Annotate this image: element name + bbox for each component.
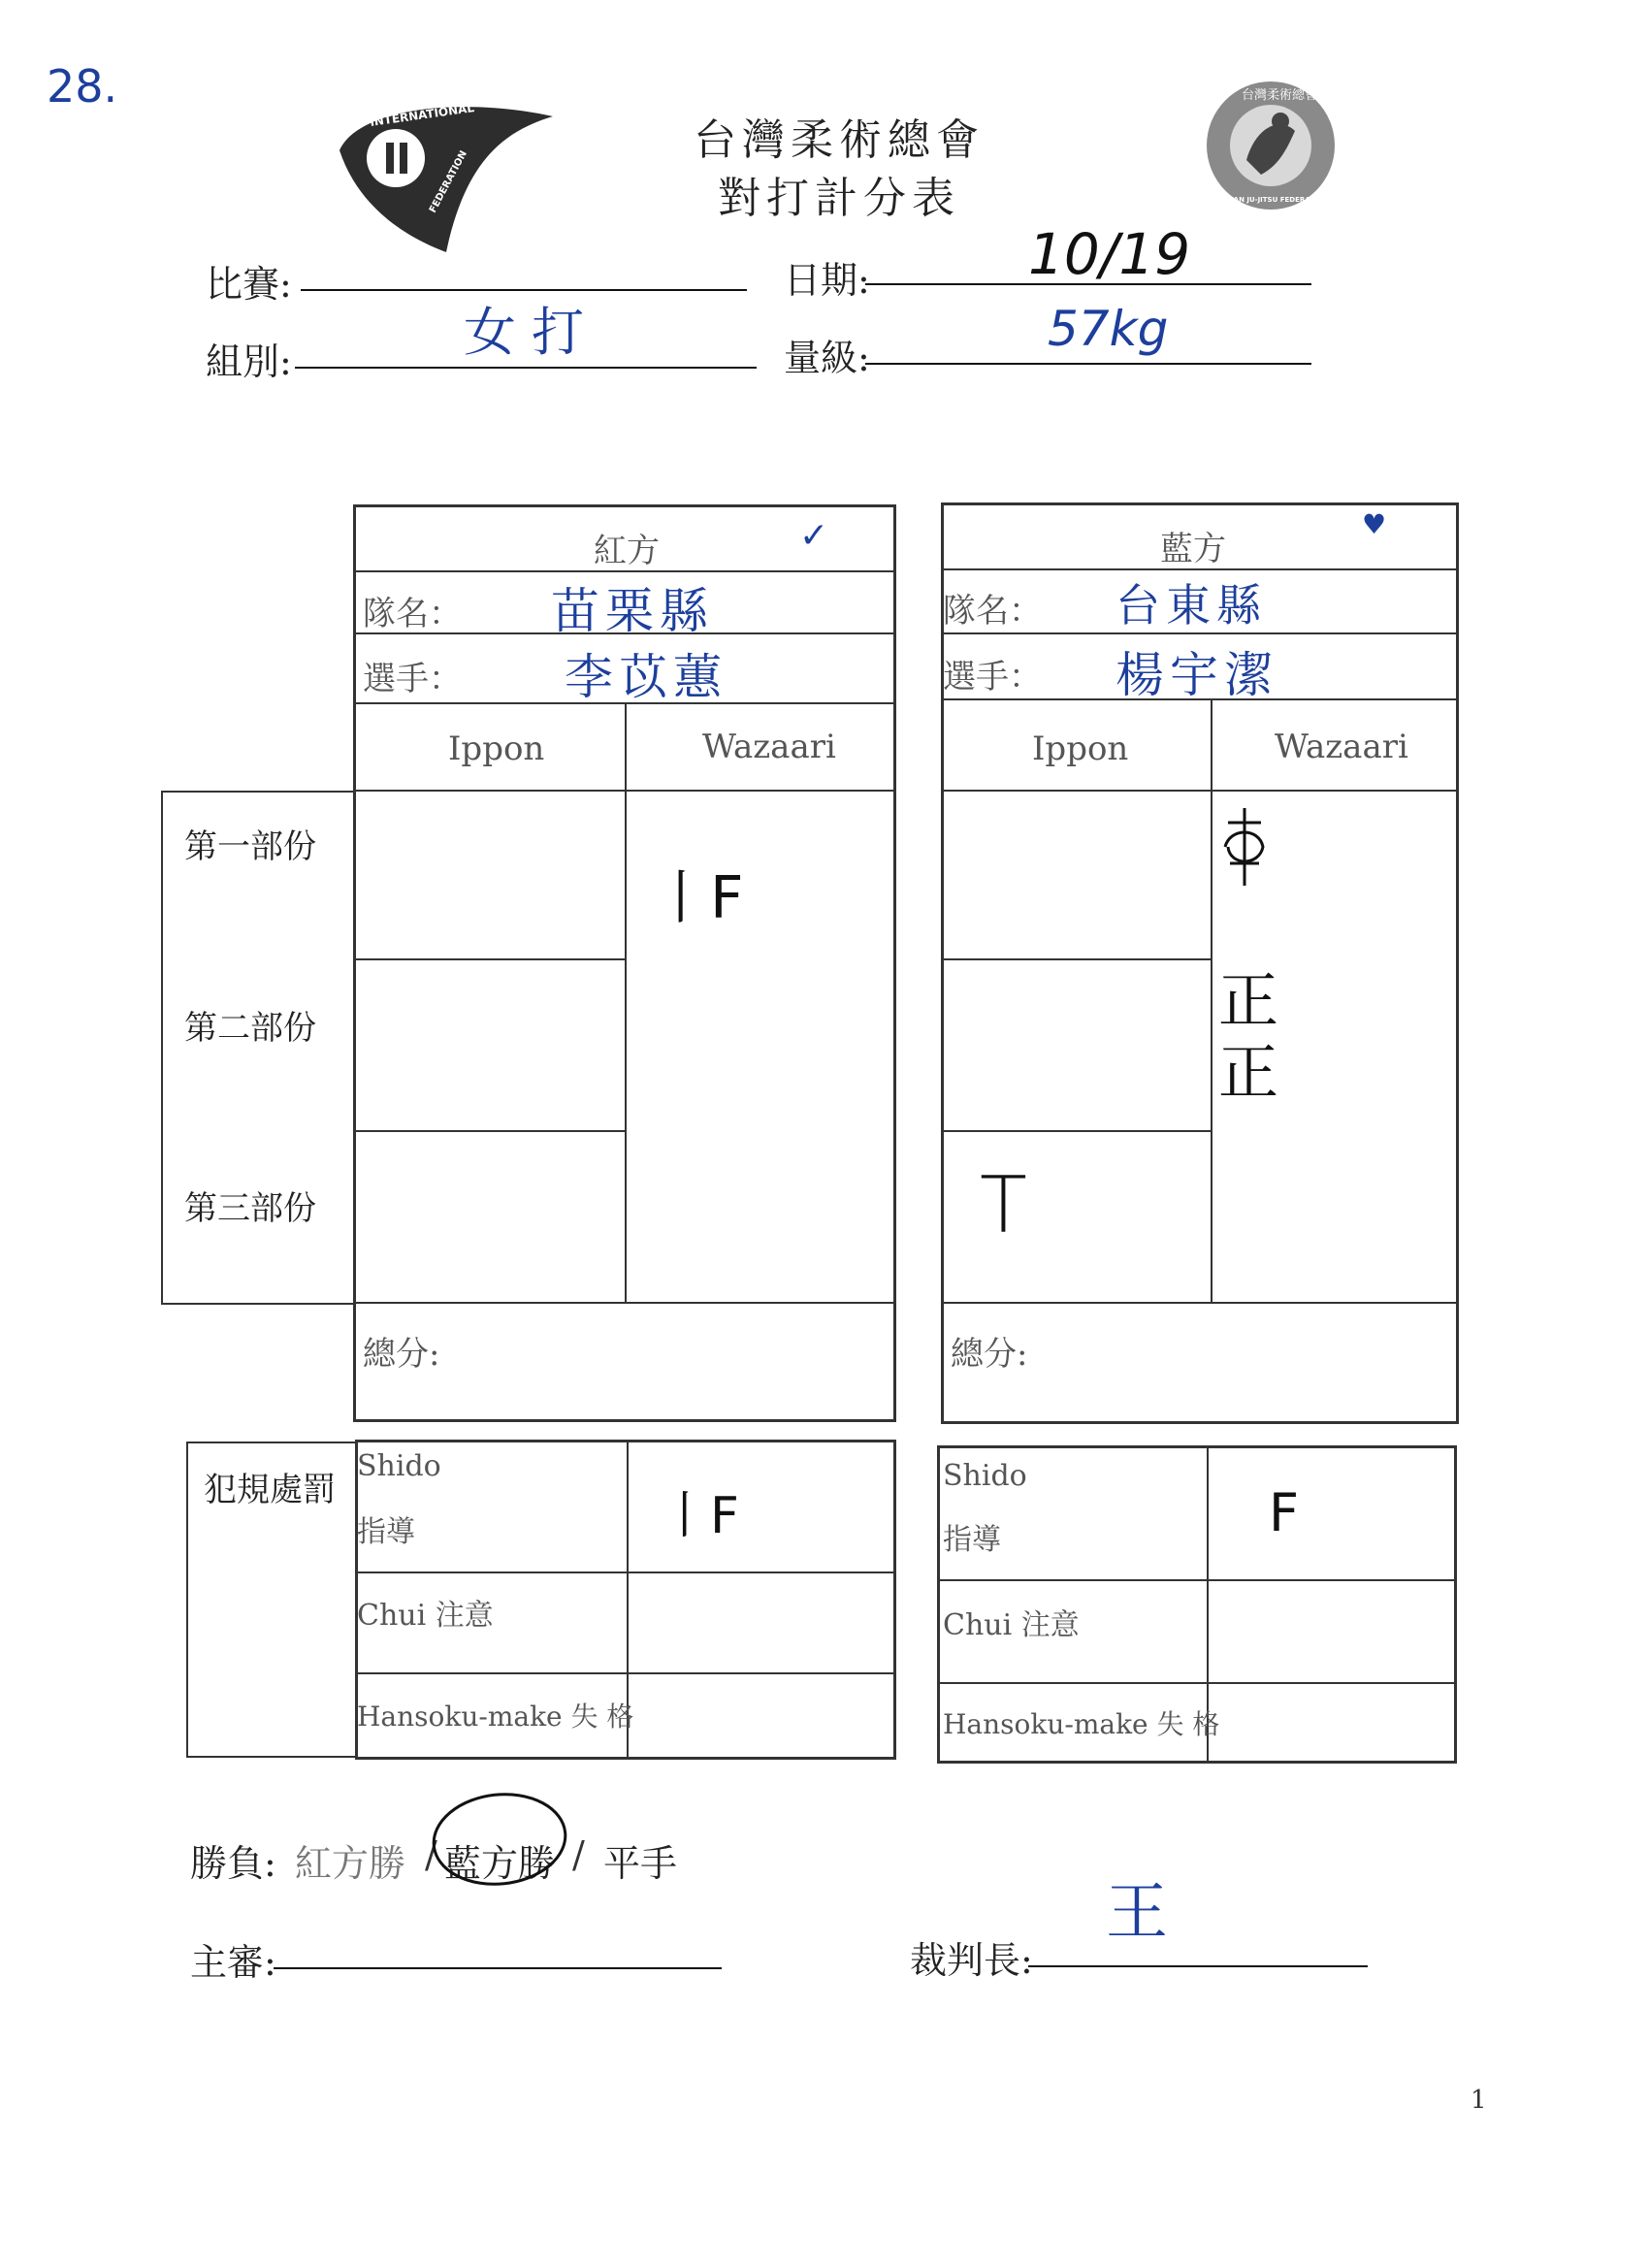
red-chui-label: Chui 注意 xyxy=(357,1599,494,1633)
blue-side-label: 藍方 xyxy=(1160,530,1226,568)
red-player-label: 選手： xyxy=(363,660,462,698)
chief-judge-signature-field[interactable] xyxy=(1028,1965,1368,1967)
result-sep-2: / xyxy=(572,1833,585,1876)
result-label: 勝負: xyxy=(190,1842,276,1885)
blue-wazaari-header: Wazaari xyxy=(1275,728,1408,766)
org-title: 台灣柔術總會 xyxy=(694,115,985,165)
referee-signature-field[interactable] xyxy=(274,1967,722,1969)
red-shido-mark: ⼁F xyxy=(660,1487,739,1545)
red-wazaari-mark: ⼁F xyxy=(652,864,744,932)
penalty-label: 犯規處罰 xyxy=(204,1471,336,1509)
group-label: 組別: xyxy=(206,340,292,383)
red-side-label: 紅方 xyxy=(594,532,660,570)
blue-player-label: 選手： xyxy=(943,658,1042,697)
blue-shido-mark: F xyxy=(1269,1482,1300,1543)
red-winner-check: ✓ xyxy=(799,516,829,556)
form-title: 對打計分表 xyxy=(718,174,960,223)
logo-text-fed: FEDERATION xyxy=(427,148,469,215)
chief-judge-label: 裁判長: xyxy=(910,1939,1033,1982)
blue-ippon-mark: T xyxy=(980,1160,1027,1250)
winner-circle xyxy=(427,1785,572,1892)
part-3-label: 第三部份 xyxy=(184,1189,316,1228)
weight-label: 量級: xyxy=(784,337,870,379)
result-red-win[interactable]: 紅方勝 xyxy=(295,1842,406,1885)
result-blue-win[interactable]: 藍方勝 xyxy=(444,1842,556,1885)
red-team-value: 苗栗縣 xyxy=(551,583,714,639)
chief-judge-signature: 王 xyxy=(1106,1877,1168,1949)
red-shido-label-zh: 指導 xyxy=(357,1515,415,1549)
weight-field[interactable] xyxy=(865,363,1311,365)
red-hansoku-label: Hansoku-make 失 格 xyxy=(357,1701,634,1733)
group-field[interactable] xyxy=(295,367,757,369)
blue-wazaari-mark-1: 正 xyxy=(1218,965,1279,1036)
red-ippon-header: Ippon xyxy=(448,729,545,768)
red-wazaari-header: Wazaari xyxy=(702,728,836,766)
logo-text-jj: JU - JITSU xyxy=(346,194,386,249)
blue-hansoku-label: Hansoku-make 失 格 xyxy=(943,1708,1220,1740)
part-1-label: 第一部份 xyxy=(184,827,316,866)
blue-winner-check: ♥ xyxy=(1362,508,1387,540)
blue-team-label: 隊名： xyxy=(943,592,1042,631)
taiwan-jj-logo xyxy=(1203,78,1339,213)
blue-team-value: 台東縣 xyxy=(1116,579,1267,632)
date-value: 10/19 xyxy=(1028,221,1191,287)
red-total-label: 總分: xyxy=(363,1335,440,1374)
match-label: 比賽: xyxy=(206,263,292,306)
blue-player-value: 楊宇潔 xyxy=(1116,647,1278,703)
red-player-value: 李苡蕙 xyxy=(565,649,728,705)
blue-wazaari-scribble xyxy=(1220,803,1269,891)
page-number: 1 xyxy=(1471,2086,1487,2115)
jjif-logo xyxy=(320,92,563,257)
weight-value: 57kg xyxy=(1048,301,1169,357)
logo-text-intl: INTERNATIONAL xyxy=(369,101,475,129)
blue-shido-label: Shido xyxy=(943,1459,1027,1493)
part-2-label: 第二部份 xyxy=(184,1009,316,1048)
sheet-number: 28. xyxy=(47,60,118,113)
result-sep-1: / xyxy=(425,1833,437,1876)
date-label: 日期: xyxy=(784,259,870,302)
group-value: 女打 xyxy=(464,302,599,363)
blue-total-label: 總分: xyxy=(951,1335,1028,1374)
logo-text-en: TAIWAN JU-JITSU FEDERATION xyxy=(1214,196,1329,204)
blue-shido-label-zh: 指導 xyxy=(943,1523,1001,1557)
referee-label: 主審: xyxy=(190,1941,276,1984)
logo-text-zh: 台灣柔術總會 xyxy=(1242,88,1318,103)
blue-ippon-header: Ippon xyxy=(1032,729,1129,768)
blue-chui-label: Chui 注意 xyxy=(943,1608,1080,1642)
blue-wazaari-mark-2: 正 xyxy=(1218,1037,1279,1108)
result-draw[interactable]: 平手 xyxy=(603,1842,678,1885)
red-shido-label: Shido xyxy=(357,1449,441,1483)
red-team-label: 隊名： xyxy=(363,595,462,633)
